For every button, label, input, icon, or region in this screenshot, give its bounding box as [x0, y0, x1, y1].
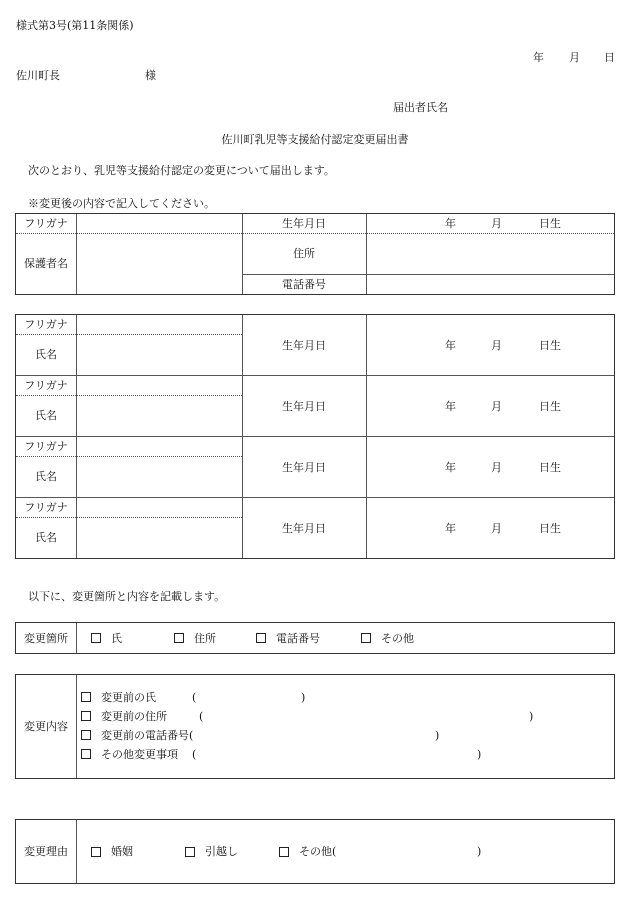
checkbox-icon [91, 847, 101, 857]
child-1-furigana-label: フリガナ [24, 318, 68, 331]
guardian-birth-field[interactable] [366, 214, 614, 233]
content-item-other[interactable]: その他変更事項 [81, 748, 178, 760]
child-2-name-field[interactable] [76, 376, 242, 436]
child-2-birth-day: 日生 [539, 399, 561, 413]
addressee-name: 佐川町長 [16, 69, 60, 82]
changes-intro: 以下に、変更箇所と内容を記載します。 [28, 590, 226, 603]
checkbox-icon [81, 711, 91, 721]
checkbox-icon [174, 633, 184, 643]
reason-marriage[interactable]: 婚姻 [91, 820, 133, 883]
guardian-table [15, 213, 615, 295]
child-4-name-field[interactable] [76, 498, 242, 558]
child-3-birth-month: 月 [491, 460, 502, 474]
child-2-birth-year: 年 [445, 399, 456, 413]
option-phone[interactable]: 電話番号 [256, 623, 320, 653]
change-location-table [15, 622, 615, 654]
child-1-name-label: 氏名 [35, 348, 57, 361]
guardian-furigana-label: フリガナ [24, 217, 68, 230]
child-4-birth-year: 年 [445, 521, 456, 535]
checkbox-icon [91, 633, 101, 643]
option-other[interactable]: その他 [361, 623, 414, 653]
child-3-name-field[interactable] [76, 437, 242, 497]
child-3-birth-field[interactable] [366, 437, 614, 497]
paren-open: ( [192, 748, 197, 761]
change-content-table [15, 674, 615, 779]
change-reason-label: 変更理由 [24, 845, 68, 858]
child-1-name-field[interactable] [76, 315, 242, 375]
guardian-furigana-field[interactable] [76, 214, 242, 233]
form-number: 様式第3号(第11条関係) [16, 19, 134, 32]
reason-move[interactable]: 引越し [185, 820, 238, 883]
child-3-furigana-label: フリガナ [24, 440, 68, 453]
children-table [15, 314, 615, 559]
child-2-birth-field[interactable] [366, 376, 614, 436]
guardian-birth-month: 月 [491, 217, 502, 230]
child-1-birth-label: 生年月日 [282, 338, 326, 352]
child-4-birth-month: 月 [491, 521, 502, 535]
checkbox-icon [279, 847, 289, 857]
child-1-birth-day: 日生 [539, 338, 561, 352]
child-2-name-label: 氏名 [35, 409, 57, 422]
child-2-furigana-label: フリガナ [24, 379, 68, 392]
paren-open: ( [192, 691, 197, 704]
guardian-name-label: 保護者名 [24, 257, 68, 270]
content-item-address[interactable]: 変更前の住所 [81, 710, 167, 722]
paren-close: ) [477, 748, 482, 761]
child-2-birth-label: 生年月日 [282, 399, 326, 413]
addressee-honorific: 様 [145, 69, 156, 82]
guardian-birth-year: 年 [445, 217, 456, 230]
paren-open: ( [199, 710, 204, 723]
child-3-birth-label: 生年月日 [282, 460, 326, 474]
change-reason-table [15, 819, 615, 884]
child-1-birth-month: 月 [491, 338, 502, 352]
checkbox-icon [81, 692, 91, 702]
guardian-phone-field[interactable] [366, 274, 614, 294]
child-3-birth-year: 年 [445, 460, 456, 474]
checkbox-icon [256, 633, 266, 643]
content-item-phone[interactable]: 変更前の電話番号( [81, 729, 193, 741]
date-day-label: 日 [604, 51, 615, 64]
paren-close: ) [301, 691, 306, 704]
child-3-birth-day: 日生 [539, 460, 561, 474]
date-year-label: 年 [533, 51, 544, 64]
child-1-birth-field[interactable] [366, 315, 614, 375]
guardian-address-label: 住所 [293, 247, 315, 260]
guardian-birth-label: 生年月日 [282, 217, 326, 230]
child-4-birth-day: 日生 [539, 521, 561, 535]
child-4-furigana-label: フリガナ [24, 501, 68, 514]
paren-close: ) [477, 845, 482, 858]
checkbox-icon [361, 633, 371, 643]
checkbox-icon [81, 730, 91, 740]
paren-close: ) [435, 729, 440, 742]
option-address[interactable]: 住所 [174, 623, 216, 653]
checkbox-icon [185, 847, 195, 857]
intro-text: 次のとおり、乳児等支援給付認定の変更について届出します。 [28, 164, 335, 177]
paren-close: ) [529, 710, 534, 723]
child-4-name-label: 氏名 [35, 531, 57, 544]
change-location-label: 変更箇所 [24, 631, 68, 645]
form-title: 佐川町乳児等支援給付認定変更届出書 [221, 133, 409, 146]
content-item-name[interactable]: 変更前の氏 [81, 691, 156, 703]
child-3-name-label: 氏名 [35, 470, 57, 483]
note-text: ※変更後の内容で記入してください。 [28, 197, 215, 210]
child-4-birth-label: 生年月日 [282, 521, 326, 535]
guardian-address-field[interactable] [366, 233, 614, 274]
date-month-label: 月 [569, 51, 580, 64]
reason-other[interactable]: その他( [279, 820, 336, 883]
child-4-birth-field[interactable] [366, 498, 614, 558]
guardian-birth-day: 日生 [539, 217, 561, 230]
option-name[interactable]: 氏 [91, 623, 122, 653]
child-1-birth-year: 年 [445, 338, 456, 352]
change-content-label: 変更内容 [24, 720, 68, 733]
child-2-birth-month: 月 [491, 399, 502, 413]
guardian-phone-label: 電話番号 [282, 277, 326, 291]
applicant-name-label: 届出者氏名 [393, 101, 448, 114]
checkbox-icon [81, 749, 91, 759]
guardian-name-field[interactable] [76, 233, 242, 294]
